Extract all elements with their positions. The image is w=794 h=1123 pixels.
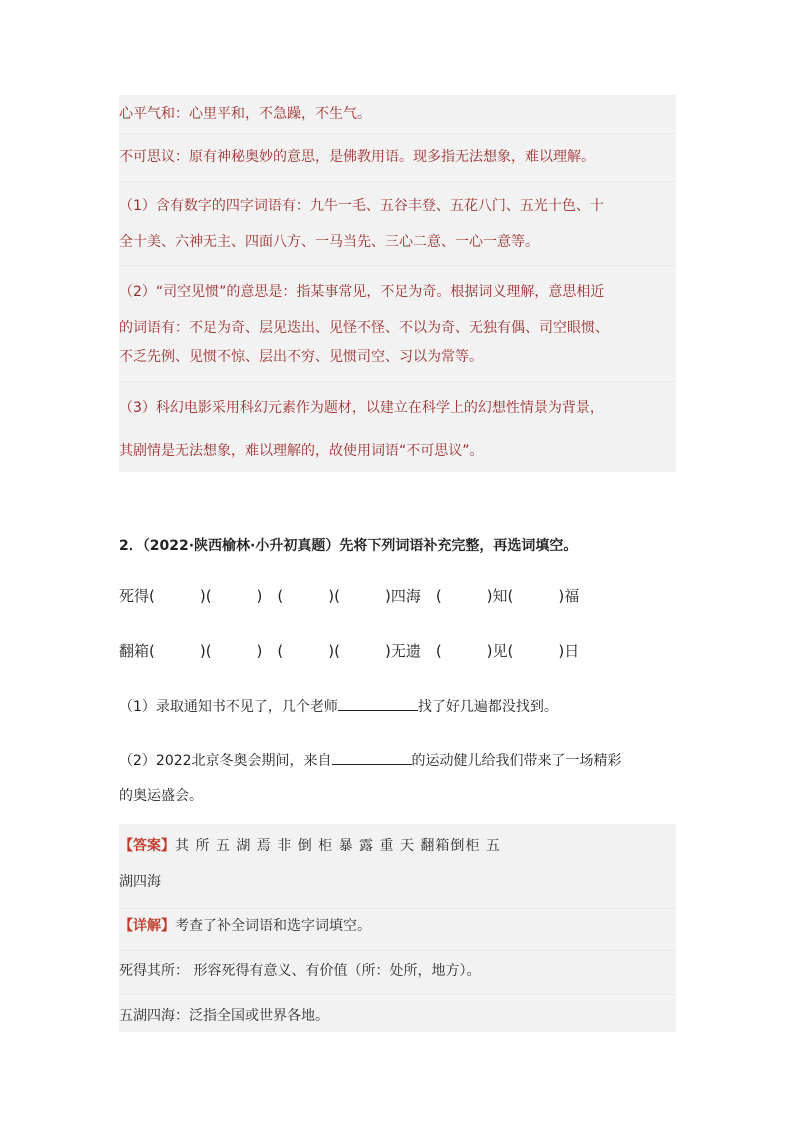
sentence-1-before: （1）录取通知书不见了，几个老师 — [119, 699, 338, 715]
blank-2[interactable] — [332, 750, 412, 765]
sentence-2-line-2: 的奥运盛会。 — [119, 788, 203, 804]
fill-row-2: 翻箱( )( ) ( )( )无遗 ( )见( )日 — [119, 642, 580, 660]
analysis-block — [119, 95, 676, 472]
answer-line — [119, 836, 501, 856]
sentence-2 — [119, 750, 622, 771]
sentence-2-after: 的运动健儿给我们带来了一场精彩 — [411, 753, 622, 769]
sentence-1-after: 找了好几遍都没找到。 — [417, 699, 558, 715]
fill-row-1: 死得( )( ) ( )( )四海 ( )知( )福 — [119, 587, 580, 605]
analysis-line-4: 全十美、六神无主、四面八方、一马当先、三心二意、一心一意等。 — [119, 234, 539, 250]
analysis-line-1: 心平气和：心里平和，不急躁，不生气。 — [119, 106, 371, 122]
analysis-line-2: 不可思议：原有神秘奥妙的意思，是佛教用语。现多指无法想象，难以理解。 — [119, 149, 595, 165]
answer-tag: 【答案】 — [119, 838, 175, 854]
detail-line-2: 五湖四海：泛指全国或世界各地。 — [119, 1008, 329, 1024]
analysis-line-5: （2）“司空见惯”的意思是：指某事常见，不足为奇。根据词义理解，意思相近 — [119, 284, 605, 300]
analysis-line-6: 的词语有：不足为奇、层见迭出、见怪不怪、不以为奇、无独有偶、司空眼惯、 — [119, 320, 609, 336]
analysis-line-3: （1）含有数字的四字词语有：九牛一毛、五谷丰登、五花八门、五光十色、十 — [119, 198, 604, 214]
analysis-line-7: 不乏先例、见惯不惊、层出不穷、见惯司空、习以为常等。 — [119, 349, 483, 365]
answer-line-2: 湖四海 — [119, 874, 161, 890]
detail-line — [119, 916, 371, 936]
detail-tag: 【详解】 — [119, 918, 175, 934]
analysis-line-9: 其剧情是无法想象，难以理解的，故使用词语“不可思议”。 — [119, 443, 484, 459]
analysis-line-8: （3）科幻电影采用科幻元素作为题材，以建立在科学上的幻想性情景为背景， — [119, 400, 604, 416]
answer-text: 其 所 五 湖 焉 非 倒 柜 暴 露 重 天 翻箱倒柜 五 — [175, 838, 501, 854]
question-title: 2．（2022·陕西榆林·小升初真题）先将下列词语补充完整，再选词填空。 — [119, 538, 578, 554]
answer-block — [119, 824, 676, 1032]
detail-text: 考查了补全词语和选字词填空。 — [175, 918, 371, 934]
blank-1[interactable] — [338, 696, 418, 711]
sentence-2-before: （2）2022北京冬奥会期间，来自 — [119, 753, 332, 769]
sentence-1 — [119, 696, 558, 717]
detail-line-1: 死得其所： 形容死得有意义、有价值（所：处所，地方）。 — [119, 963, 481, 979]
